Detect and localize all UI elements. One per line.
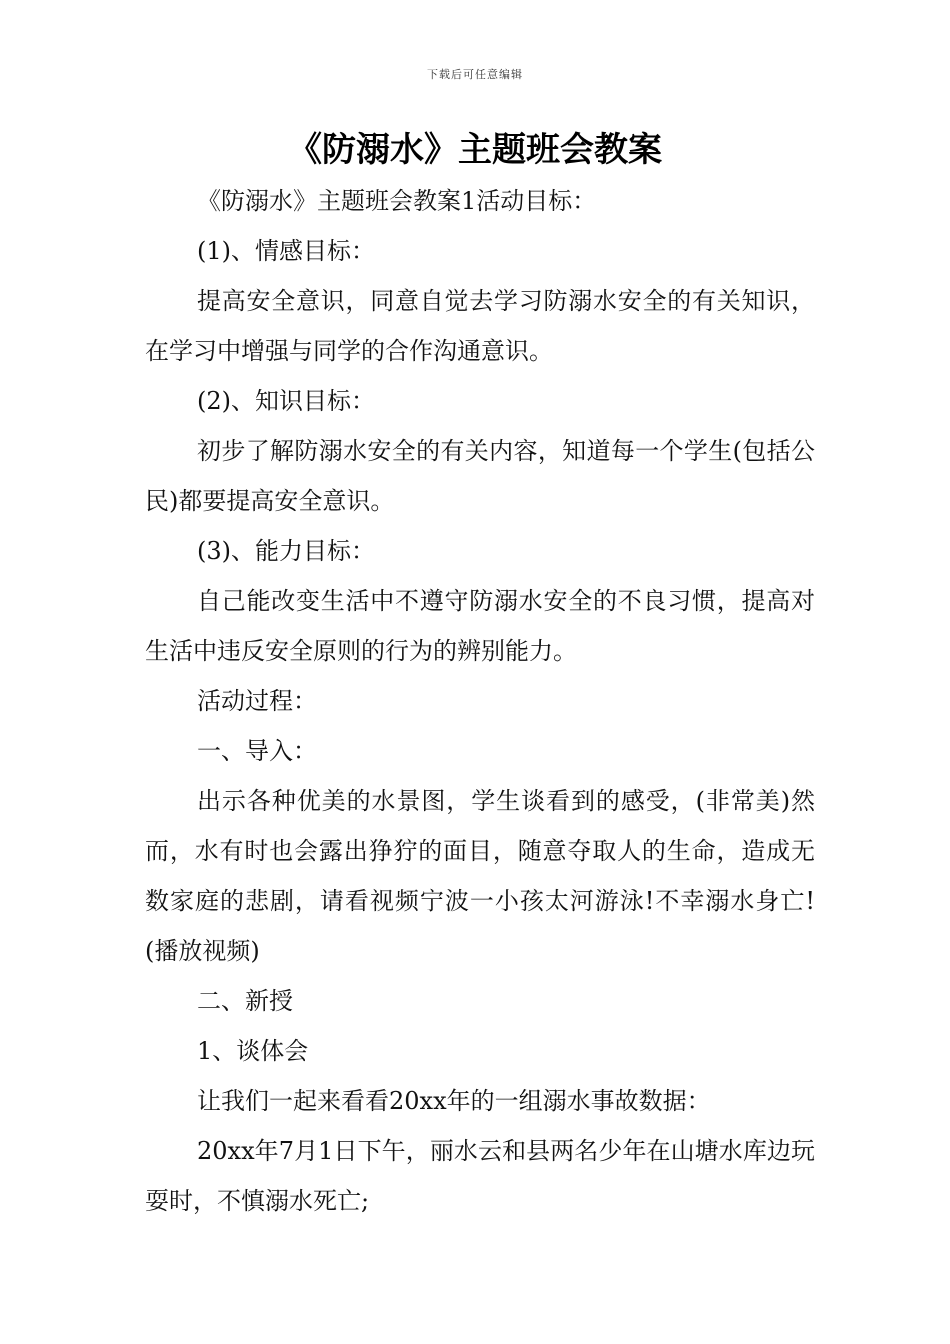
paragraph: 提高安全意识，同意自觉去学习防溺水安全的有关知识，在学习中增强与同学的合作沟通意识。 [145,287,815,365]
paragraph: 1、谈体会 [197,1037,309,1065]
paragraph: 自己能改变生活中不遵守防溺水安全的不良习惯，提高对生活中违反安全原则的行为的辨别能力。 [145,587,815,665]
paragraph: (1)、情感目标： [197,237,375,265]
paragraph: 让我们一起来看看20xx年的一组溺水事故数据： [197,1087,711,1115]
paragraph: 二、新授 [197,987,293,1015]
paragraph: (3)、能力目标： [197,537,375,565]
paragraph: 出示各种优美的水景图，学生谈看到的感受，(非常美)然而，水有时也会露出狰狞的面目，随意夺取人的生命，造成无数家庭的悲剧，请看视频宁波一小孩太河游泳!不幸溺水身亡!(播放视频) [145,787,815,965]
paragraph: 初步了解防溺水安全的有关内容，知道每一个学生(包括公民)都要提高安全意识。 [145,437,815,515]
paragraph: (2)、知识目标： [197,387,375,415]
paragraph: 《防溺水》主题班会教案1活动目标： [197,187,597,215]
paragraph: 活动过程： [197,687,317,715]
document-body [145,176,815,1226]
header-note: 下载后可任意编辑 [427,68,523,81]
paragraph: 一、导入： [197,737,317,765]
document-title: 《防溺水》主题班会教案 [288,130,662,170]
paragraph: 20xx年7月1日下午，丽水云和县两名少年在山塘水库边玩耍时，不慎溺水死亡; [145,1137,815,1215]
